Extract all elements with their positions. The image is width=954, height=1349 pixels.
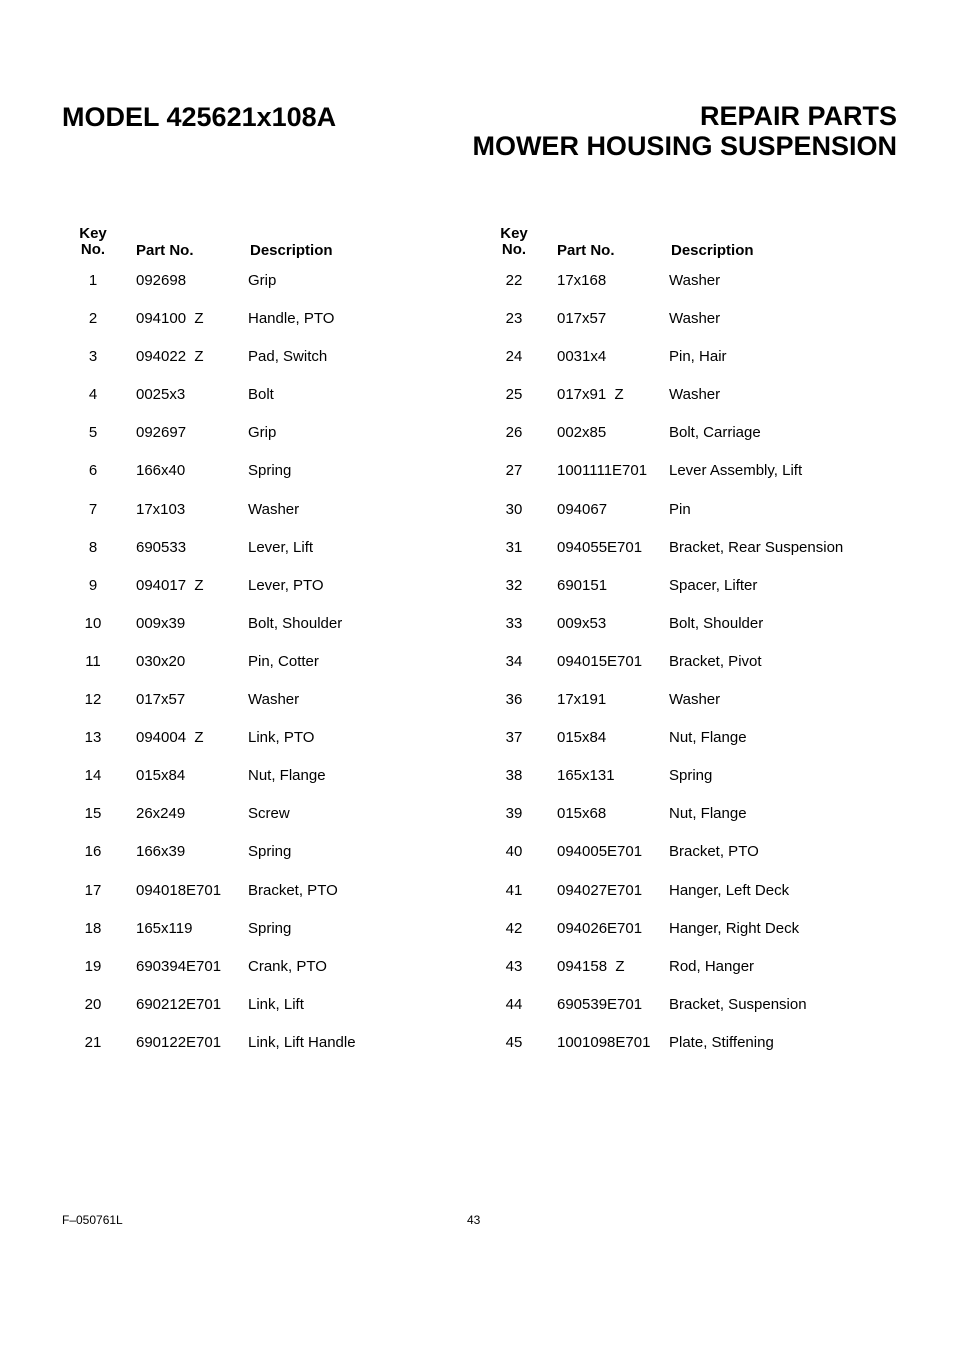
key-no-cell: 39 — [505, 805, 523, 823]
table-row — [483, 347, 893, 385]
description-cell: Bracket, Suspension — [669, 995, 807, 1013]
description-cell: Lever, PTO — [248, 576, 324, 594]
section-title — [472, 101, 897, 161]
table-row — [483, 842, 893, 880]
part-no-cell: 17x191 — [557, 691, 607, 709]
table-row — [62, 804, 472, 842]
part-no-cell: 166x40 — [136, 462, 186, 480]
part-no-cell: 017x57 — [136, 691, 186, 709]
key-no-cell: 38 — [505, 767, 523, 785]
section-title-line2: MOWER HOUSING SUSPENSION — [472, 131, 897, 161]
part-no-cell: 017x91 Z — [557, 386, 624, 404]
part-no-cell: 0031x4 — [557, 348, 607, 366]
part-no-cell: 094055E701 — [557, 538, 643, 556]
description-cell: Hanger, Left Deck — [669, 881, 790, 899]
description-cell: Spacer, Lifter — [669, 576, 758, 594]
key-no-cell: 18 — [84, 919, 102, 937]
key-no-header — [483, 226, 545, 258]
table-row — [483, 881, 893, 919]
key-no-cell: 16 — [84, 843, 102, 861]
description-cell: Bracket, Rear Suspension — [669, 538, 844, 556]
key-no-cell: 11 — [85, 652, 101, 670]
key-no-cell: 15 — [84, 805, 102, 823]
part-no-cell: 094022 Z — [136, 348, 204, 366]
section-title-line1: REPAIR PARTS — [699, 101, 897, 131]
table-row — [62, 271, 472, 309]
description-cell: Spring — [248, 843, 292, 861]
part-no-cell: 26x249 — [136, 805, 186, 823]
key-no-cell: 44 — [505, 995, 523, 1013]
table-row — [483, 461, 893, 499]
key-no-cell: 2 — [88, 310, 98, 328]
part-no-cell: 009x39 — [136, 614, 186, 632]
key-no-cell: 25 — [505, 386, 523, 404]
description-cell: Bracket, PTO — [248, 881, 338, 899]
table-row — [62, 576, 472, 614]
table-row — [483, 690, 893, 728]
table-header — [62, 226, 472, 262]
table-row — [62, 385, 472, 423]
parts-rows-right — [483, 271, 893, 1071]
description-cell: Handle, PTO — [248, 310, 335, 328]
description-cell: Link, PTO — [248, 729, 315, 747]
part-no-cell: 094017 Z — [136, 576, 204, 594]
part-no-cell: 094158 Z — [557, 957, 625, 975]
part-no-cell: 094015E701 — [557, 652, 643, 670]
table-row — [483, 919, 893, 957]
part-no-cell: 165x119 — [136, 919, 193, 937]
key-header-line2: No. — [80, 241, 106, 258]
part-no-cell: 094004 Z — [136, 729, 204, 747]
part-no-cell: 690151 — [557, 576, 608, 594]
table-row — [62, 881, 472, 919]
table-row — [62, 652, 472, 690]
description-cell: Nut, Flange — [248, 767, 326, 785]
part-no-cell: 690394E701 — [136, 957, 222, 975]
table-row — [62, 614, 472, 652]
description-cell: Link, Lift — [248, 995, 304, 1013]
table-row — [483, 957, 893, 995]
table-row — [483, 995, 893, 1033]
description-cell: Grip — [248, 424, 277, 442]
key-no-cell: 17 — [84, 881, 102, 899]
table-row — [483, 500, 893, 538]
description-cell: Spring — [248, 462, 292, 480]
part-no-cell: 002x85 — [557, 424, 607, 442]
key-no-cell: 10 — [84, 614, 102, 632]
part-no-cell: 094027E701 — [557, 881, 643, 899]
part-no-cell: 17x168 — [557, 272, 607, 289]
description-cell: Bracket, PTO — [669, 843, 759, 861]
key-no-cell: 9 — [88, 576, 98, 594]
description-cell: Pin — [669, 500, 691, 518]
table-row — [483, 385, 893, 423]
part-no-cell: 0025x3 — [136, 386, 186, 404]
key-no-cell: 6 — [88, 462, 98, 480]
table-row — [62, 347, 472, 385]
key-no-cell: 43 — [505, 957, 523, 975]
part-no-cell: 17x103 — [136, 500, 186, 518]
description-cell: Washer — [669, 691, 721, 709]
form-number: F–050761L — [62, 1213, 123, 1227]
parts-rows-left — [62, 271, 472, 1071]
description-cell: Hanger, Right Deck — [669, 919, 800, 937]
key-no-cell: 45 — [505, 1033, 523, 1051]
model-title: MODEL 425621x108A — [62, 102, 337, 132]
table-row — [483, 728, 893, 766]
table-row — [483, 309, 893, 347]
table-header — [483, 226, 893, 262]
key-no-cell: 4 — [88, 386, 98, 404]
key-no-cell: 3 — [88, 348, 98, 366]
table-row — [483, 423, 893, 461]
table-row — [62, 728, 472, 766]
description-cell: Bolt, Shoulder — [669, 614, 764, 632]
key-header-line1: Key — [79, 225, 107, 242]
table-row — [62, 919, 472, 957]
key-no-cell: 12 — [84, 691, 102, 709]
description-cell: Washer — [248, 500, 300, 518]
key-no-cell: 30 — [505, 500, 523, 518]
part-no-cell: 094026E701 — [557, 919, 643, 937]
part-no-cell: 690539E701 — [557, 995, 643, 1013]
part-no-cell: 009x53 — [557, 614, 607, 632]
part-no-cell: 030x20 — [136, 652, 186, 670]
table-row — [62, 995, 472, 1033]
key-no-cell: 27 — [505, 462, 523, 480]
table-row — [62, 538, 472, 576]
description-cell: Grip — [248, 272, 277, 289]
description-cell: Pad, Switch — [248, 348, 328, 366]
key-no-cell: 36 — [505, 691, 523, 709]
part-no-cell: 165x131 — [557, 767, 615, 785]
description-header: Description — [671, 242, 754, 259]
key-no-cell: 23 — [505, 310, 523, 328]
description-cell: Crank, PTO — [248, 957, 327, 975]
key-no-cell: 42 — [505, 919, 523, 937]
part-no-cell: 094067 — [557, 500, 608, 518]
table-row — [483, 576, 893, 614]
part-no-header: Part No. — [557, 242, 615, 259]
description-cell: Plate, Stiffening — [669, 1033, 774, 1051]
part-no-cell: 1001111E701 — [557, 462, 648, 480]
table-row — [62, 766, 472, 804]
page-number: 43 — [467, 1213, 481, 1227]
key-no-cell: 22 — [505, 272, 523, 289]
description-cell: Bolt, Carriage — [669, 424, 761, 442]
table-row — [62, 423, 472, 461]
key-header-line1: Key — [500, 225, 528, 242]
key-no-cell: 24 — [505, 348, 523, 366]
description-cell: Bolt, Shoulder — [248, 614, 343, 632]
part-no-cell: 166x39 — [136, 843, 186, 861]
key-no-cell: 13 — [84, 729, 102, 747]
part-no-cell: 092698 — [136, 272, 187, 289]
description-cell: Spring — [669, 767, 713, 785]
description-cell: Lever Assembly, Lift — [669, 462, 803, 480]
key-no-cell: 8 — [88, 538, 98, 556]
description-cell: Washer — [669, 386, 721, 404]
key-no-cell: 1 — [88, 272, 98, 289]
key-no-cell: 33 — [505, 614, 523, 632]
table-row — [483, 538, 893, 576]
parts-table-left — [62, 226, 472, 1066]
table-row — [62, 1033, 472, 1071]
part-no-cell: 690212E701 — [136, 995, 222, 1013]
description-cell: Pin, Hair — [669, 348, 727, 366]
key-no-cell: 40 — [505, 843, 523, 861]
table-row — [483, 804, 893, 842]
description-cell: Nut, Flange — [669, 805, 747, 823]
key-no-cell: 41 — [505, 881, 523, 899]
description-cell: Bracket, Pivot — [669, 652, 762, 670]
description-cell: Rod, Hanger — [669, 957, 755, 975]
key-no-cell: 21 — [84, 1033, 102, 1051]
key-no-cell: 7 — [88, 500, 98, 518]
description-cell: Screw — [248, 805, 290, 823]
key-header-line2: No. — [501, 241, 527, 258]
table-row — [62, 842, 472, 880]
part-no-cell: 017x57 — [557, 310, 607, 328]
description-cell: Washer — [669, 272, 721, 289]
key-no-cell: 31 — [505, 538, 523, 556]
key-no-cell: 19 — [84, 957, 102, 975]
key-no-cell: 37 — [505, 729, 523, 747]
table-row — [62, 957, 472, 995]
part-no-cell: 094005E701 — [557, 843, 643, 861]
key-no-cell: 14 — [84, 767, 102, 785]
table-row — [483, 1033, 893, 1071]
part-no-cell: 092697 — [136, 424, 187, 442]
part-no-header: Part No. — [136, 242, 194, 259]
part-no-cell: 1001098E701 — [557, 1033, 651, 1051]
description-cell: Spring — [248, 919, 292, 937]
part-no-cell: 094018E701 — [136, 881, 222, 899]
key-no-cell: 34 — [505, 652, 523, 670]
description-cell: Nut, Flange — [669, 729, 747, 747]
table-row — [483, 614, 893, 652]
table-row — [62, 309, 472, 347]
key-no-cell: 5 — [88, 424, 98, 442]
key-no-cell: 32 — [505, 576, 523, 594]
part-no-cell: 015x68 — [557, 805, 607, 823]
table-row — [483, 766, 893, 804]
key-no-cell: 20 — [84, 995, 102, 1013]
part-no-cell: 690533 — [136, 538, 187, 556]
part-no-cell: 015x84 — [557, 729, 607, 747]
description-cell: Washer — [248, 691, 300, 709]
description-header: Description — [250, 242, 333, 259]
description-cell: Link, Lift Handle — [248, 1033, 356, 1051]
part-no-cell: 690122E701 — [136, 1033, 222, 1051]
table-row — [62, 461, 472, 499]
part-no-cell: 015x84 — [136, 767, 186, 785]
table-row — [62, 500, 472, 538]
table-row — [483, 271, 893, 309]
description-cell: Lever, Lift — [248, 538, 314, 556]
description-cell: Washer — [669, 310, 721, 328]
key-no-header — [62, 226, 124, 258]
description-cell: Pin, Cotter — [248, 652, 319, 670]
key-no-cell: 26 — [505, 424, 523, 442]
description-cell: Bolt — [248, 386, 274, 404]
table-row — [483, 652, 893, 690]
part-no-cell: 094100 Z — [136, 310, 204, 328]
table-row — [62, 690, 472, 728]
parts-table-right — [483, 226, 893, 1066]
